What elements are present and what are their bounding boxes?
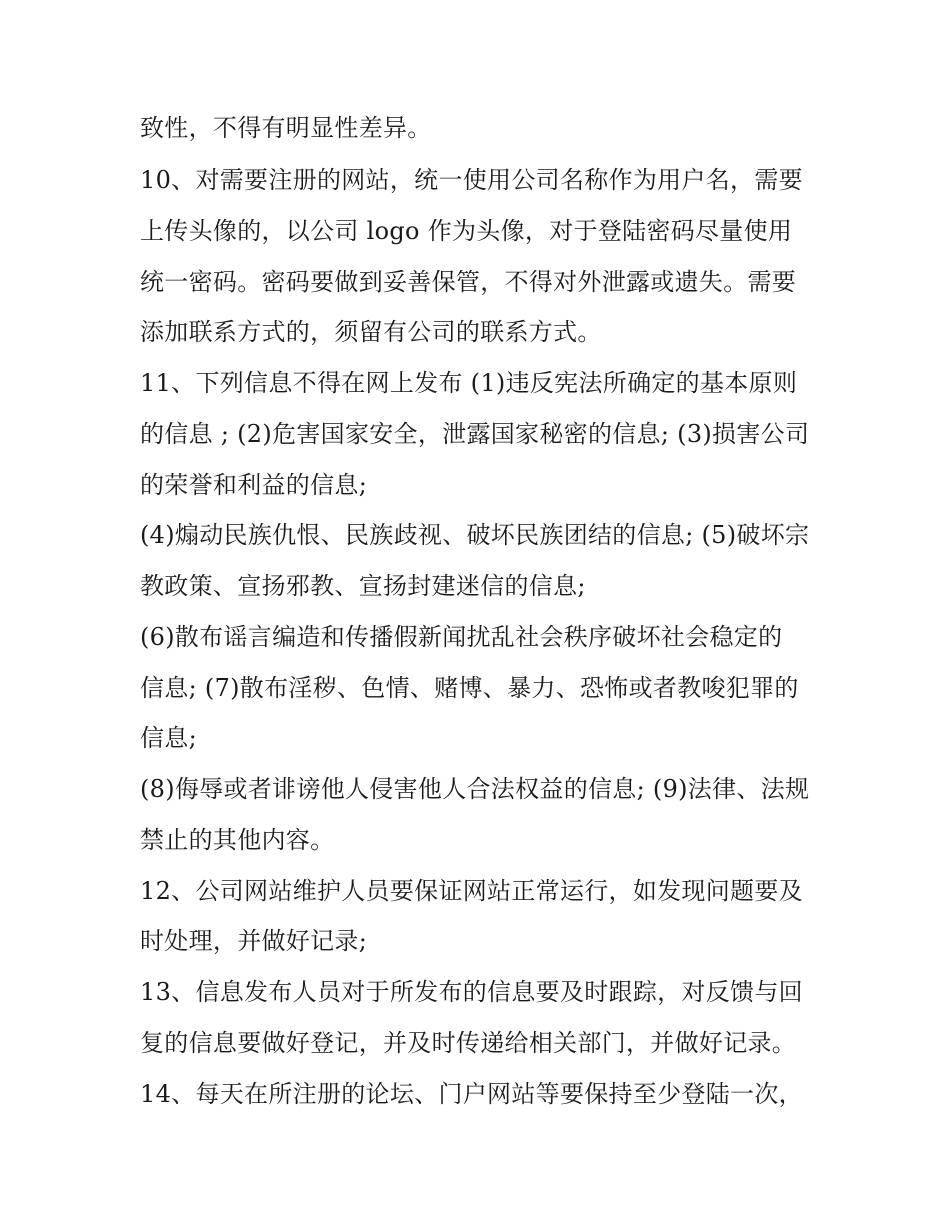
text-line: 上传头像的，以公司 logo 作为头像，对于登陆密码尽量使用 — [140, 217, 793, 245]
text-line: (8)侮辱或者诽谤他人侵害他人合法权益的信息; (9)法律、法规 — [140, 775, 810, 803]
text-line: 致性，不得有明显性差异。 — [140, 114, 432, 142]
text-line: 添加联系方式的，须留有公司的联系方式。 — [140, 318, 602, 346]
text-line: 的荣誉和利益的信息; — [140, 471, 368, 499]
text-line: (4)煽动民族仇恨、民族歧视、破坏民族团结的信息; (5)破坏宗 — [140, 521, 810, 549]
text-line: 10、对需要注册的网站，统一使用公司名称作为用户名，需要 — [140, 166, 803, 194]
text-line: 统一密码。密码要做到妥善保管，不得对外泄露或遗失。需要 — [140, 268, 797, 296]
text-line: 信息; — [140, 724, 197, 752]
text-line: 信息; (7)散布淫秽、色情、赌博、暴力、恐怖或者教唆犯罪的 — [140, 674, 799, 702]
text-line: 禁止的其他内容。 — [140, 826, 335, 854]
text-line: 11、下列信息不得在网上发布 (1)违反宪法所确定的基本原则 — [140, 369, 798, 397]
text-line: 教政策、宣扬邪教、宣扬封建迷信的信息; — [140, 572, 586, 600]
text-line: 13、信息发布人员对于所发布的信息要及时跟踪，对反馈与回 — [140, 978, 803, 1006]
text-line: 的信息 ; (2)危害国家安全，泄露国家秘密的信息; (3)损害公司 — [140, 420, 810, 448]
text-line: 时处理，并做好记录; — [140, 927, 368, 955]
text-line: (6)散布谣言编造和传播假新闻扰乱社会秩序破坏社会稳定的 — [140, 623, 783, 651]
text-line: 12、公司网站维护人员要保证网站正常运行，如发现问题要及 — [140, 877, 803, 905]
text-line: 复的信息要做好登记，并及时传递给相关部门，并做好记录。 — [140, 1029, 797, 1057]
text-line: 14、每天在所注册的论坛、门户网站等要保持至少登陆一次， — [140, 1080, 803, 1108]
